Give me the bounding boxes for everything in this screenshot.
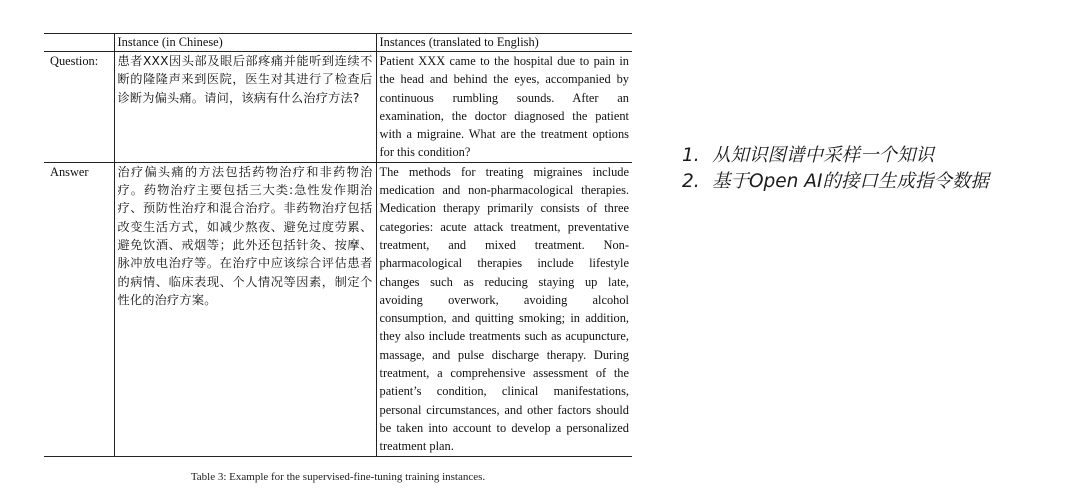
instance-table-container [44,33,632,457]
table-row-answer [44,162,632,456]
step-text: 从知识图谱中采样一个知识 [712,145,935,166]
answer-english: The methods for treating migraines include medication and non-pharmacological therapies. Medication therapy primarily consists of three categories: acute attack treatment, preventative treatment, and mixed treatment. Non-pharmacological therapies include lifestyle changes such as reducing staying up late, avoiding overwork, avoiding alcohol consumption, and quitting smoking; in addition, they also include treatments such as acupuncture, massage, and pulse discharge therapy. During treatment, a comprehensive assessment of the patient’s condition, clinical manifestations, personal circumstances, and other factors should be taken into account to develop a personalized treatment plan. [376,162,632,456]
step-number: 2. [682,171,700,192]
row-label-question: Question: [50,54,99,68]
table-caption: Table 3: Example for the supervised-fine-tuning training instances. [190,471,486,483]
header-english: Instances (translated to English) [376,34,632,52]
row-label-answer: Answer [50,164,89,179]
question-english: Patient XXX came to the hospital due to pain in the head and behind the eyes, accompanied by continuous rumbling sounds. After an examination, the doctor diagnosed the patient with a migraine. What are the treatment options for this condition? [376,52,632,163]
step-item [682,169,1072,195]
instance-table [44,33,632,457]
answer-chinese: 治疗偏头痛的方法包括药物治疗和非药物治疗。药物治疗主要包括三大类:急性发作期治疗、预防性治疗和混合治疗。非药物治疗包括改变生活方式，如减少熬夜、避免过度劳累、避免饮酒、戒烟等；此外还包括针灸、按摩、脉冲放电治疗等。在治疗中应该综合评估患者的病情、临床表现、个人情况等因素，制定个性化的治疗方案。 [114,162,376,456]
steps-list [682,143,1072,195]
header-chinese: Instance (in Chinese) [114,34,376,52]
step-item [682,143,1072,169]
question-chinese: 患者XXX因头部及眼后部疼痛并能听到连续不断的隆隆声来到医院，医生对其进行了检查后诊断为偏头痛。请问，该病有什么治疗方法? [114,52,376,163]
step-number: 1. [682,145,700,166]
header-empty [44,34,114,52]
step-text: 基于Open AI的接口生成指令数据 [712,171,989,192]
table-row-question [44,52,632,163]
table-header-row [44,34,632,52]
